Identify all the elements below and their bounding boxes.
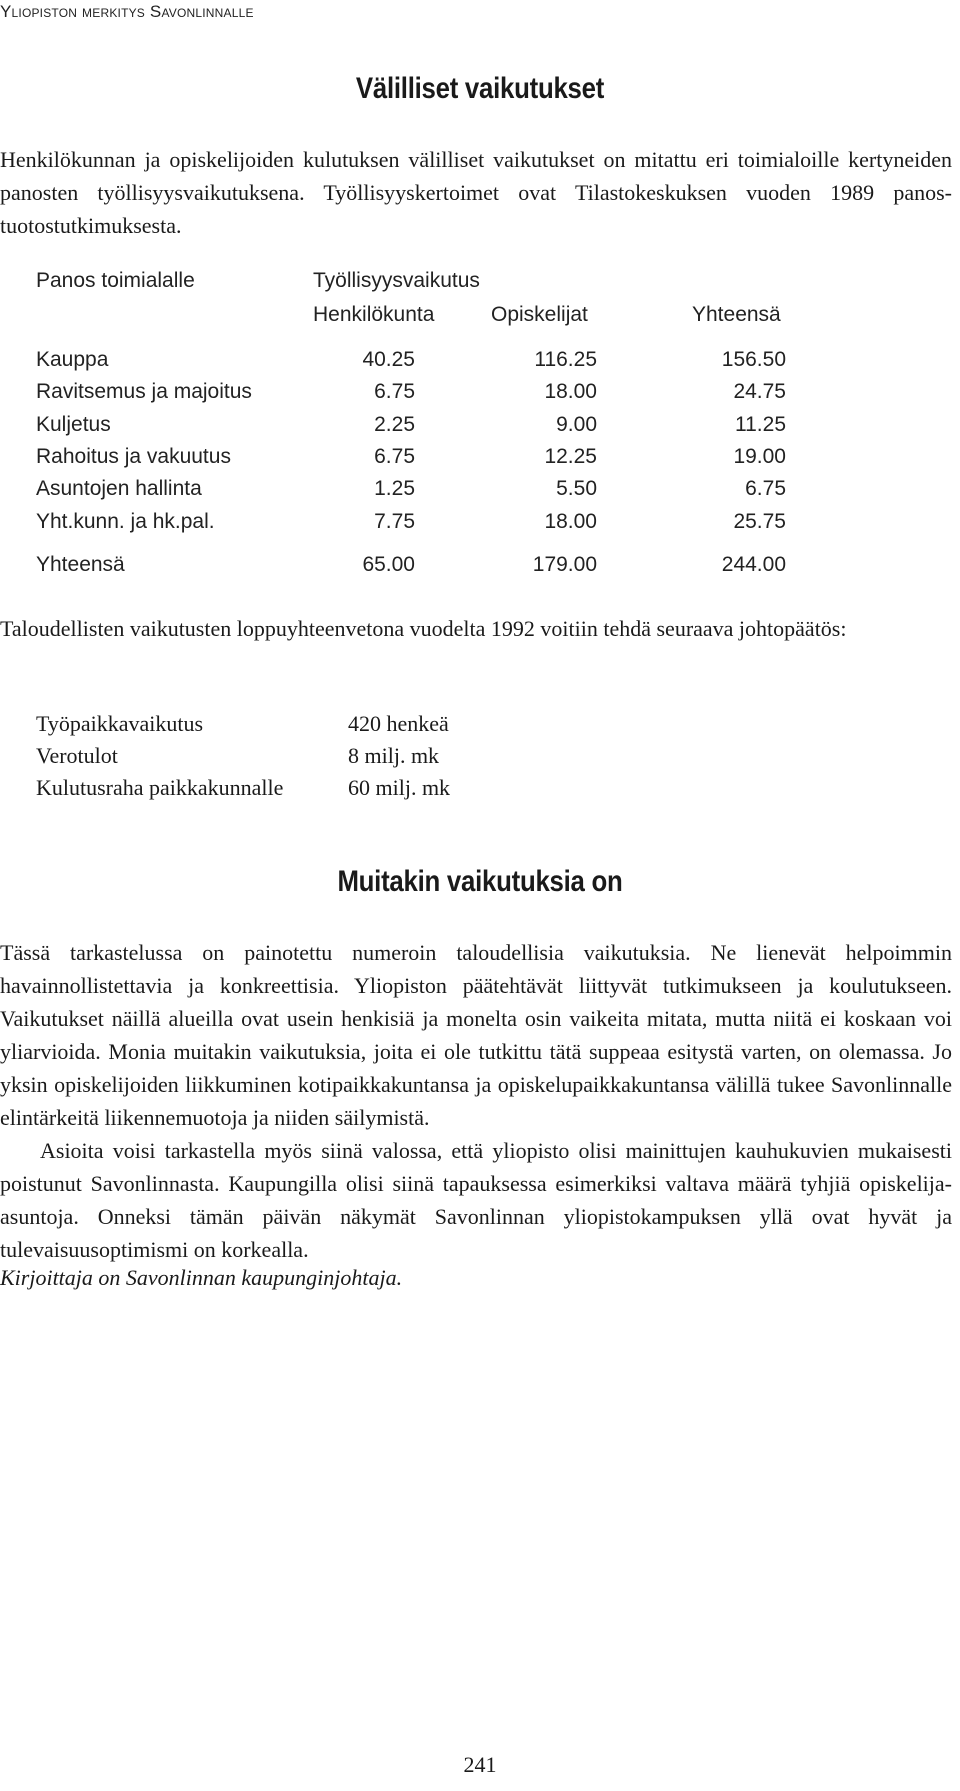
table-cell-value: 6.75: [374, 444, 415, 468]
table-total-value: 65.00: [362, 553, 415, 576]
col-header-students: Opiskelijat: [491, 303, 588, 326]
author-signature: Kirjoittaja on Savonlinnan kaupunginjohtaja.: [0, 1265, 403, 1290]
section-title-other-effects: Muitakin vaikutuksia on: [337, 865, 623, 898]
table-cell-value: 5.50: [556, 477, 597, 501]
col-header-sector: Panos toimialalle: [36, 269, 195, 292]
running-head: Yliopiston merkitys Savonlinnalle: [0, 2, 254, 21]
body-text: [0, 936, 952, 1266]
table-cell-value: 11.25: [735, 412, 786, 436]
group-header-employment: Työllisyysvaikutus: [313, 269, 480, 292]
table-row-label: Kuljetus: [36, 412, 111, 436]
body-paragraph-1: Tässä tarkastelussa on painotettu numeroin taloudellisia vaikutuksia. Ne lienevät helpoimmin havainnollistettavia ja konkreettisia. Yliopiston päätehtävät liittyvät tutkimukseen ja koulutukseen. Vaikutukset näillä alueilla ovat usein henkisiä ja monelta osin vaikeita mitata, mutta niitä ei koskaan voi yliarvioida. Monia muitakin vaikutuksia, joita ei ole tutkittu tätä suppeaa esitystä varten, on olemassa. Jo yksin opiskelijoiden liikkuminen kotipaikkakuntansa ja opiskelupaikkakuntansa välillä tukee Savonlinnalle elintärkeitä liikennemuotoja ja niiden säilymistä.: [0, 940, 952, 1130]
table-cell-value: 18.00: [544, 380, 597, 404]
table-cell-value: 18.00: [544, 509, 597, 533]
table-cell-value: 156.50: [721, 348, 786, 371]
table-cell-value: 6.75: [374, 380, 415, 404]
summary-value: 8 milj. mk: [348, 743, 440, 768]
intro-text: Henkilökunnan ja opiskelijoiden kulutuksen välilliset vaikutukset on mitattu eri toimialoille kertyneiden panosten työllisyysvaikutuksena. Työllisyyskertoimet ovat Tilastokeskuksen vuoden 1989 panos-tuotostutkimuksesta.: [0, 147, 952, 238]
table-cell-value: 2.25: [374, 412, 415, 436]
col-header-total: Yhteensä: [692, 303, 781, 326]
table-cell-value: 19.00: [733, 444, 786, 468]
summary-label: Verotulot: [36, 743, 118, 768]
table-row-label: Kauppa: [36, 348, 109, 371]
conclusion-intro-text: Taloudellisten vaikutusten loppuyhteenvetona vuodelta 1992 voitiin tehdä seuraava johtopäätös:: [0, 616, 847, 641]
table-row-label: Rahoitus ja vakuutus: [36, 444, 231, 468]
section-title-indirect-effects: Välilliset vaikutukset: [355, 72, 605, 105]
summary-label: Työpaikkavaikutus: [36, 711, 204, 736]
summary-value: 420 henkeä: [348, 711, 449, 736]
table-row-label: Asuntojen hallinta: [36, 477, 202, 501]
table-cell-value: 6.75: [745, 477, 786, 501]
page-number: 241: [463, 1752, 497, 1777]
table-row-label: Ravitsemus ja majoitus: [36, 380, 252, 404]
table-total-value: 179.00: [532, 553, 597, 576]
table-total-value: 244.00: [721, 553, 786, 576]
table-cell-value: 40.25: [362, 348, 415, 371]
table-cell-value: 9.00: [556, 412, 597, 436]
table-cell-value: 25.75: [733, 509, 786, 533]
summary-label: Kulutusraha paikkakunnalle: [36, 775, 284, 800]
table-cell-value: 116.25: [534, 348, 597, 371]
table-cell-value: 24.75: [733, 380, 786, 404]
body-paragraph-2: Asioita voisi tarkastella myös siinä valossa, että yliopisto olisi mainittujen kauhukuvien mukaisesti poistunut Savonlinnasta. Kaupungilla olisi siinä tapauksessa esimerkiksi valtava määrä tyhjiä opiskelija-asuntoja. Onneksi tämän päivän näkymät Savonlinnan yliopistokampuksen yllä ovat hyvät ja tulevaisuusoptimismi on korkealla.: [0, 1138, 952, 1262]
table-row-label: Yht.kunn. ja hk.pal.: [36, 509, 215, 533]
table-cell-value: 12.25: [544, 444, 597, 468]
table-cell-value: 1.25: [374, 477, 415, 501]
table-cell-value: 7.75: [374, 509, 415, 533]
summary-list: [0, 0, 960, 820]
col-header-staff: Henkilökunta: [313, 303, 435, 326]
summary-value: 60 milj. mk: [348, 775, 451, 800]
table-total-label: Yhteensä: [36, 553, 125, 576]
